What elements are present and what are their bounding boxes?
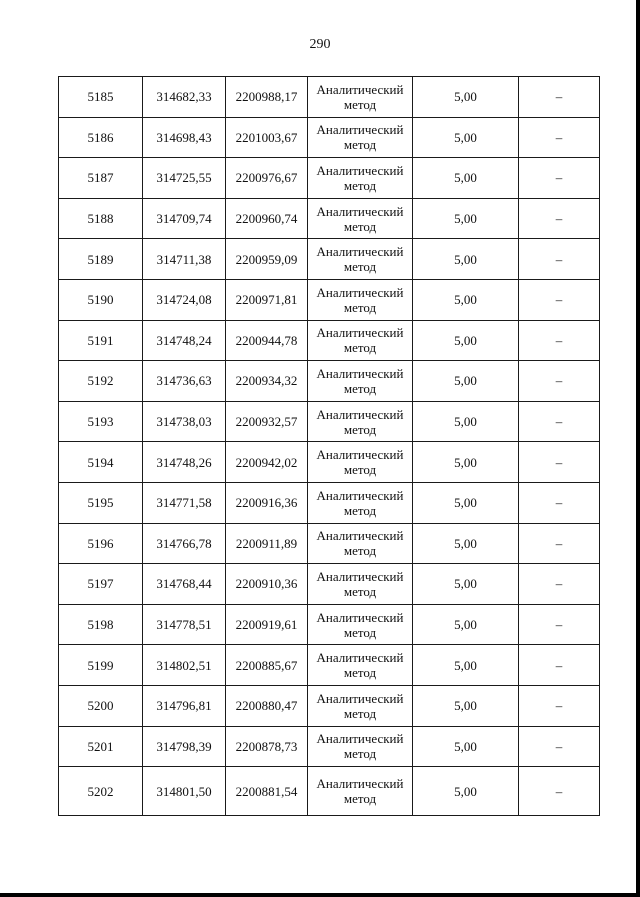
note-cell: –: [519, 482, 600, 523]
note-cell: –: [519, 401, 600, 442]
accuracy-cell: 5,00: [413, 767, 519, 816]
method-line: метод: [343, 96, 377, 112]
x-coordinate-cell: 314682,33: [143, 77, 226, 118]
y-coordinate-cell: 2200916,36: [226, 482, 308, 523]
x-coordinate-cell: 314724,08: [143, 279, 226, 320]
x-coordinate-cell: 314802,51: [143, 645, 226, 686]
accuracy-cell: 5,00: [413, 320, 519, 361]
note-cell: –: [519, 645, 600, 686]
accuracy-cell: 5,00: [413, 523, 519, 564]
table-row: [59, 604, 600, 645]
method-line: Аналитический: [316, 325, 404, 341]
x-coordinate-cell: 314736,63: [143, 361, 226, 402]
accuracy-cell: 5,00: [413, 279, 519, 320]
table-row: [59, 564, 600, 605]
method-line: Аналитический: [316, 284, 404, 300]
note-cell: –: [519, 685, 600, 726]
method-cell: [308, 604, 413, 645]
point-number-cell: 5197: [59, 564, 143, 605]
method-cell: [308, 564, 413, 605]
point-number-cell: 5188: [59, 198, 143, 239]
method-line: метод: [343, 299, 377, 315]
x-coordinate-cell: 314738,03: [143, 401, 226, 442]
table-row: [59, 523, 600, 564]
method-line: метод: [343, 462, 377, 478]
note-cell: –: [519, 279, 600, 320]
note-cell: –: [519, 117, 600, 158]
y-coordinate-cell: 2200911,89: [226, 523, 308, 564]
table-row: [59, 158, 600, 199]
point-number-cell: 5193: [59, 401, 143, 442]
method-cell: [308, 401, 413, 442]
method-line: Аналитический: [316, 776, 404, 792]
accuracy-cell: 5,00: [413, 117, 519, 158]
y-coordinate-cell: 2200885,67: [226, 645, 308, 686]
point-number-cell: 5190: [59, 279, 143, 320]
note-cell: –: [519, 320, 600, 361]
table-row: [59, 401, 600, 442]
method-line: Аналитический: [316, 447, 404, 463]
x-coordinate-cell: 314698,43: [143, 117, 226, 158]
method-line: Аналитический: [316, 528, 404, 544]
method-line: метод: [343, 543, 377, 559]
note-cell: –: [519, 77, 600, 118]
method-line: метод: [343, 137, 377, 153]
accuracy-cell: 5,00: [413, 482, 519, 523]
point-number-cell: 5187: [59, 158, 143, 199]
accuracy-cell: 5,00: [413, 77, 519, 118]
accuracy-cell: 5,00: [413, 645, 519, 686]
point-number-cell: 5192: [59, 361, 143, 402]
method-cell: [308, 442, 413, 483]
point-number-cell: 5198: [59, 604, 143, 645]
method-line: метод: [343, 502, 377, 518]
table-row: [59, 726, 600, 767]
note-cell: –: [519, 239, 600, 280]
method-line: Аналитический: [316, 244, 404, 260]
method-line: метод: [343, 746, 377, 762]
y-coordinate-cell: 2200960,74: [226, 198, 308, 239]
method-line: метод: [343, 340, 377, 356]
method-cell: [308, 685, 413, 726]
accuracy-cell: 5,00: [413, 604, 519, 645]
point-number-cell: 5185: [59, 77, 143, 118]
y-coordinate-cell: 2200878,73: [226, 726, 308, 767]
point-number-cell: 5200: [59, 685, 143, 726]
y-coordinate-cell: 2200910,36: [226, 564, 308, 605]
point-number-cell: 5199: [59, 645, 143, 686]
note-cell: –: [519, 726, 600, 767]
x-coordinate-cell: 314778,51: [143, 604, 226, 645]
table-row: [59, 77, 600, 118]
y-coordinate-cell: 2200932,57: [226, 401, 308, 442]
note-cell: –: [519, 158, 600, 199]
method-line: Аналитический: [316, 731, 404, 747]
method-line: метод: [343, 705, 377, 721]
y-coordinate-cell: 2200976,67: [226, 158, 308, 199]
x-coordinate-cell: 314725,55: [143, 158, 226, 199]
table-row: [59, 645, 600, 686]
method-cell: [308, 77, 413, 118]
method-cell: [308, 198, 413, 239]
table-row: [59, 239, 600, 280]
accuracy-cell: 5,00: [413, 726, 519, 767]
point-number-cell: 5186: [59, 117, 143, 158]
method-cell: [308, 239, 413, 280]
method-line: Аналитический: [316, 162, 404, 178]
method-cell: [308, 482, 413, 523]
method-line: Аналитический: [316, 609, 404, 625]
accuracy-cell: 5,00: [413, 239, 519, 280]
y-coordinate-cell: 2200944,78: [226, 320, 308, 361]
point-number-cell: 5195: [59, 482, 143, 523]
accuracy-cell: 5,00: [413, 442, 519, 483]
method-cell: [308, 279, 413, 320]
y-coordinate-cell: 2201003,67: [226, 117, 308, 158]
method-line: Аналитический: [316, 81, 404, 97]
note-cell: –: [519, 361, 600, 402]
x-coordinate-cell: 314711,38: [143, 239, 226, 280]
method-cell: [308, 645, 413, 686]
coordinates-table-body: [59, 77, 600, 816]
method-line: метод: [343, 583, 377, 599]
x-coordinate-cell: 314796,81: [143, 685, 226, 726]
accuracy-cell: 5,00: [413, 361, 519, 402]
method-line: метод: [343, 421, 377, 437]
method-line: метод: [343, 624, 377, 640]
table-row: [59, 482, 600, 523]
note-cell: –: [519, 767, 600, 816]
method-cell: [308, 767, 413, 816]
accuracy-cell: 5,00: [413, 158, 519, 199]
point-number-cell: 5201: [59, 726, 143, 767]
method-line: Аналитический: [316, 406, 404, 422]
method-line: Аналитический: [316, 690, 404, 706]
table-row: [59, 767, 600, 816]
accuracy-cell: 5,00: [413, 401, 519, 442]
method-line: метод: [343, 259, 377, 275]
note-cell: –: [519, 442, 600, 483]
method-cell: [308, 320, 413, 361]
method-line: метод: [343, 791, 377, 807]
coordinates-table: [58, 76, 600, 816]
x-coordinate-cell: 314771,58: [143, 482, 226, 523]
point-number-cell: 5196: [59, 523, 143, 564]
method-cell: [308, 117, 413, 158]
x-coordinate-cell: 314801,50: [143, 767, 226, 816]
x-coordinate-cell: 314709,74: [143, 198, 226, 239]
y-coordinate-cell: 2200919,61: [226, 604, 308, 645]
point-number-cell: 5194: [59, 442, 143, 483]
method-line: метод: [343, 665, 377, 681]
method-line: Аналитический: [316, 487, 404, 503]
x-coordinate-cell: 314748,24: [143, 320, 226, 361]
method-cell: [308, 726, 413, 767]
method-line: Аналитический: [316, 365, 404, 381]
y-coordinate-cell: 2200988,17: [226, 77, 308, 118]
x-coordinate-cell: 314748,26: [143, 442, 226, 483]
x-coordinate-cell: 314766,78: [143, 523, 226, 564]
y-coordinate-cell: 2200959,09: [226, 239, 308, 280]
method-line: Аналитический: [316, 568, 404, 584]
accuracy-cell: 5,00: [413, 198, 519, 239]
table-row: [59, 361, 600, 402]
accuracy-cell: 5,00: [413, 685, 519, 726]
method-line: метод: [343, 380, 377, 396]
method-line: Аналитический: [316, 650, 404, 666]
y-coordinate-cell: 2200942,02: [226, 442, 308, 483]
y-coordinate-cell: 2200880,47: [226, 685, 308, 726]
method-cell: [308, 523, 413, 564]
y-coordinate-cell: 2200881,54: [226, 767, 308, 816]
table-row: [59, 320, 600, 361]
point-number-cell: 5191: [59, 320, 143, 361]
note-cell: –: [519, 564, 600, 605]
point-number-cell: 5202: [59, 767, 143, 816]
method-line: Аналитический: [316, 203, 404, 219]
table-row: [59, 442, 600, 483]
table-row: [59, 198, 600, 239]
note-cell: –: [519, 198, 600, 239]
table-row: [59, 685, 600, 726]
method-line: Аналитический: [316, 122, 404, 138]
method-cell: [308, 158, 413, 199]
note-cell: –: [519, 604, 600, 645]
x-coordinate-cell: 314798,39: [143, 726, 226, 767]
method-cell: [308, 361, 413, 402]
y-coordinate-cell: 2200934,32: [226, 361, 308, 402]
page-number: 290: [309, 37, 331, 52]
y-coordinate-cell: 2200971,81: [226, 279, 308, 320]
table-row: [59, 279, 600, 320]
x-coordinate-cell: 314768,44: [143, 564, 226, 605]
method-line: метод: [343, 177, 377, 193]
table-row: [59, 117, 600, 158]
method-line: метод: [343, 218, 377, 234]
point-number-cell: 5189: [59, 239, 143, 280]
note-cell: –: [519, 523, 600, 564]
accuracy-cell: 5,00: [413, 564, 519, 605]
